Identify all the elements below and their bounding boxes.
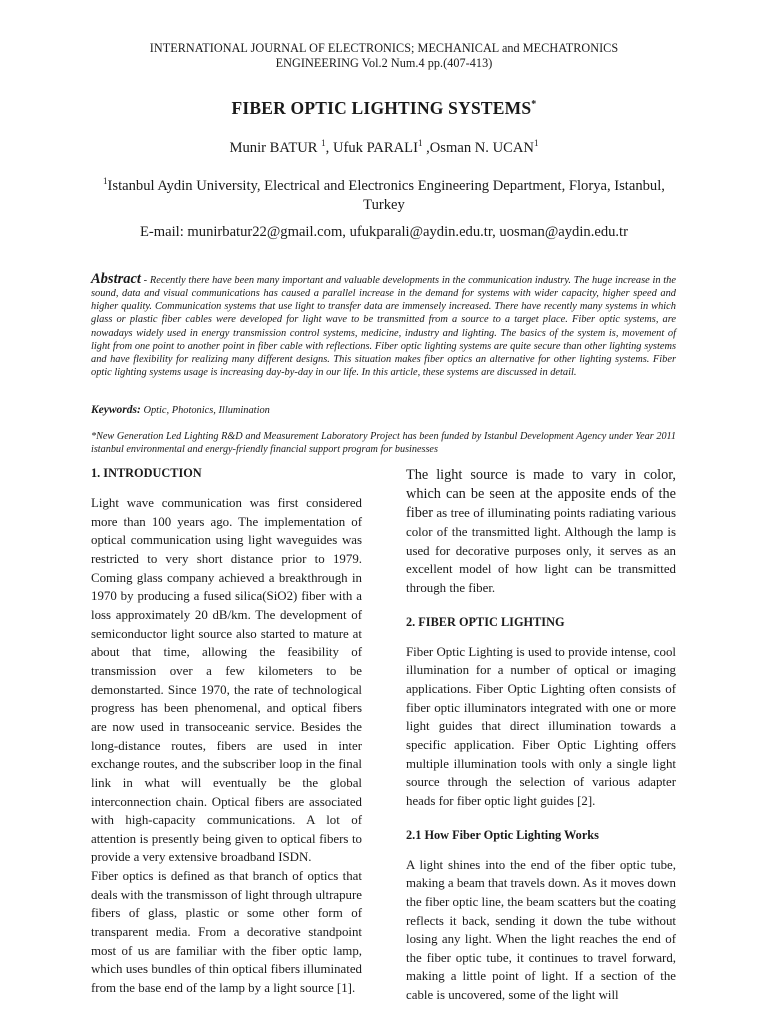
intro-paragraph-1: Light wave communication was first considered more than 100 years ago. The implementation of optical communication using light waveguides was restricted to very short distance prior to 1979. Coming glass company achieved a breakthrough in 1970 by producing a fused silica(SiO2) fiber with a loss approximately 20 dB/km. The development of semiconductor light source also started to mature at about that time, allowing the feasibility of transmission over a few kilometers to be demonstarted. Since 1970, the rate of technological progress has been phenomenal, and optical fibers are now used in transoceanic service. Besides the long-distance routes, fibers are used in inter exchange routes, and the subscriber loop in the final link in what will eventually be the global interconnection chain. Optical fibers are associated with high-capacity communications. A lot of attention is presently being given to optical fibers to provide a very extensive broadband ISDN. — [91, 496, 362, 865]
affiliation-mark: 1 — [103, 176, 108, 186]
keywords-label: Keywords: — [91, 404, 141, 416]
right-column — [406, 466, 676, 1005]
author-2-affil: 1 — [417, 138, 423, 148]
section-heading-fiber-optic-lighting: 2. FIBER OPTIC LIGHTING — [406, 614, 565, 629]
intro-paragraph-2: Fiber optics is defined as that branch of optics that deals with the transmisson of light through ultrapure fibers of glass, plastic or some other form of transparent media. From a decorative standpoint most of us are familiar with the fiber optic lamp, which uses bundles of thin optical fibers illuminated from the base end of the lamp by a light source [1]. — [91, 869, 362, 996]
section-heading-introduction: 1. INTRODUCTION — [91, 466, 202, 480]
keywords — [91, 404, 270, 416]
left-column — [91, 466, 362, 998]
keywords-text: Optic, Photonics, Illumination — [140, 405, 270, 416]
fiber-optic-lighting-paragraph: Fiber Optic Lighting is used to provide intense, cool illumination for a number of optical or imaging applications. Fiber Optic Lighting often consists of fiber optic illuminators integrated with one or more light guides that direct illumination towards a specific application. Fiber Optic Lighting offers multiple illumination tools with only a single light source through the selection of various adapter heads for fiber optic light guides [2]. — [406, 644, 676, 808]
author-1-affil: 1 — [321, 138, 326, 148]
author-2: , Ufuk PARALI — [325, 140, 418, 156]
journal-line-2: ENGINEERING Vol.2 Num.4 pp.(407-413) — [275, 56, 493, 70]
abstract-text: - Recently there have been many important and valuable developments in the communication industry. The huge increase in the sound, data and visual communications has caused a parallel increase in the demand for systems with wider capacity, higher speed and higher quality. Communication systems that use light to transfer data are immensely increased. There have recently many systems in which glass or plastic fiber cables were developed for light wave to be transmitted from a source to a target place. Fiber optic systems, are nowadays widely used in energy transmission control systems, medicine, industry and lighting. The basics of the system is, movement of light from one point to another point in fiber cable with reflections. Fiber optic lighting systems are quite secure than other lighting systems and have flexibility for realizing many different designs. This situation makes fiber optics an alternative for other lighting systems. Fiber optic lighting systems usage is increasing day-by-day in our life. In this article, these systems are discussed in detail. — [91, 275, 676, 379]
funding-note: *New Generation Led Lighting R&D and Measurement Laboratory Project has been funded by Istanbul Development Agency under Year 2011 istanbul environmental and energy-friendly financial support program for businesses — [91, 431, 676, 456]
abstract — [91, 273, 676, 379]
author-3: ,Osman N. UCAN — [422, 140, 534, 156]
light-source-lead: The light source is made to vary in color, which can be seen at the apposite ends of the fiber — [406, 467, 676, 521]
author-emails: E-mail: munirbatur22@gmail.com, ufukparali@aydin.edu.tr, uosman@aydin.edu.tr — [140, 224, 628, 240]
abstract-label: Abstract — [91, 271, 141, 287]
how-it-works-paragraph: A light shines into the end of the fiber optic tube, making a beam that travels down. As it moves down the fiber optic line, the beam scatters but the coating reflects it back, sending it down the tube without losing any light. When the light reaches the end of the fiber optic tube, it continues to travel forward, making a little point of light. If a section of the cable is uncovered, some of the light will — [406, 857, 676, 1003]
affiliation — [90, 172, 678, 215]
journal-line-1: INTERNATIONAL JOURNAL OF ELECTRONICS; MECHANICAL and MECHATRONICS — [149, 41, 619, 55]
author-list — [60, 138, 708, 157]
subsection-heading-how-it-works: 2.1 How Fiber Optic Lighting Works — [406, 827, 599, 842]
light-source-paragraph — [406, 466, 676, 598]
light-source-rest: as tree of illuminating points radiating various color of the transmitted light. Although the lamp is used for decorative purposes only, it serves as an excellent model of how light can be transmitted through the fiber. — [406, 506, 676, 595]
title-footnote-mark: * — [531, 99, 537, 110]
paper-title-text: FIBER OPTIC LIGHTING SYSTEMS — [231, 98, 532, 118]
journal-header — [60, 41, 708, 71]
author-1: Munir BATUR — [229, 140, 322, 156]
paper-title — [60, 98, 708, 119]
author-3-affil: 1 — [533, 138, 539, 148]
affiliation-text: Istanbul Aydin University, Electrical and Electronics Engineering Department, Florya, Istanbul, Turkey — [107, 178, 665, 213]
